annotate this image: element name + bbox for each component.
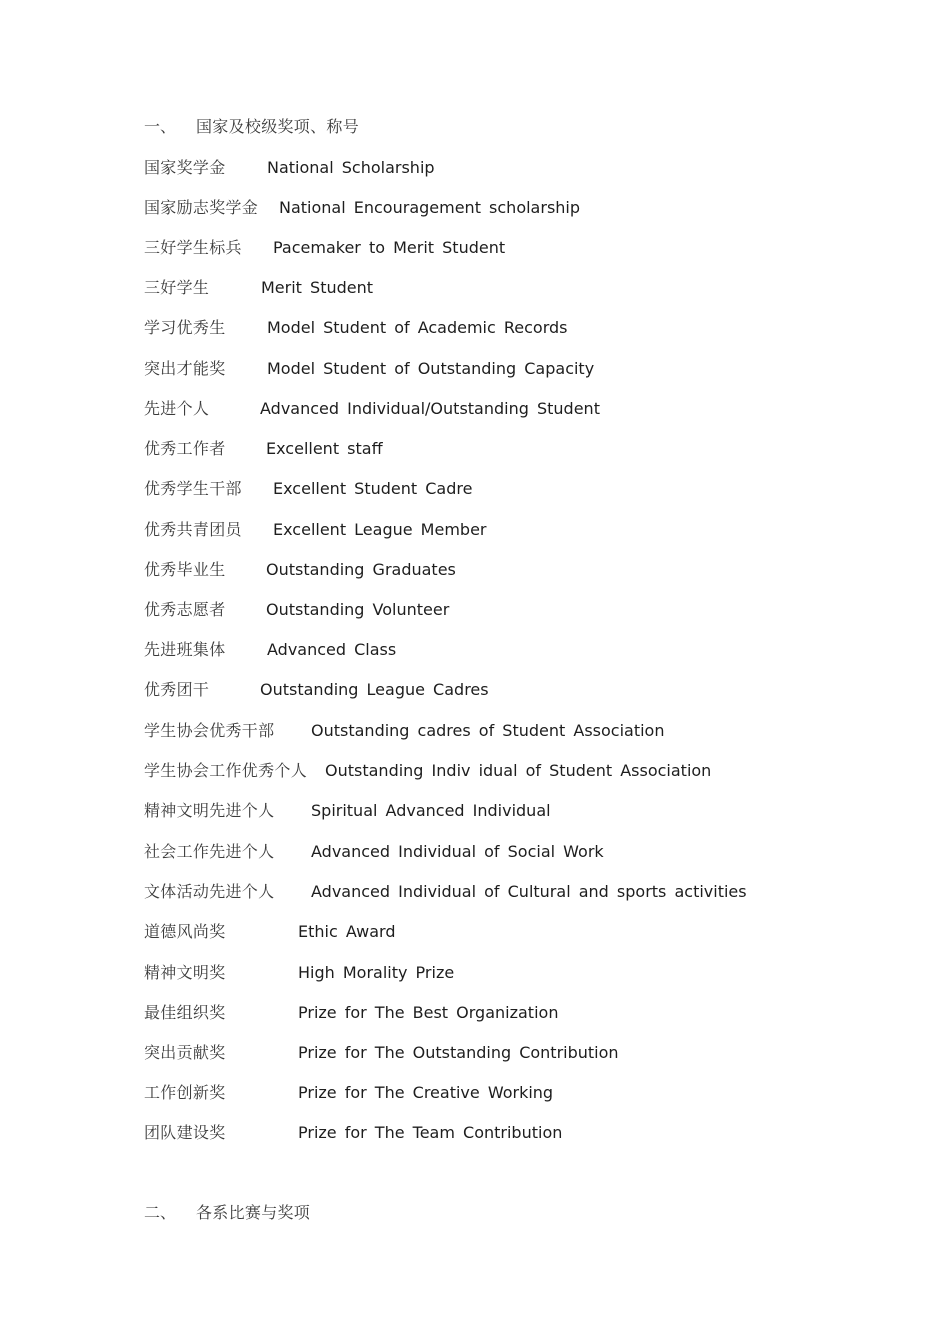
award-chinese-name: 三好学生 bbox=[144, 278, 210, 297]
award-chinese-name: 文体活动先进个人 bbox=[144, 882, 275, 901]
award-english-name: Merit Student bbox=[261, 278, 374, 297]
award-row bbox=[144, 155, 435, 181]
award-row bbox=[144, 839, 604, 865]
award-chinese-name: 突出才能奖 bbox=[144, 359, 226, 378]
award-row bbox=[144, 637, 397, 663]
award-english-name: Excellent League Member bbox=[273, 520, 487, 539]
award-row bbox=[144, 275, 374, 301]
award-english-name: Outstanding League Cadres bbox=[260, 680, 489, 699]
award-row bbox=[144, 436, 383, 462]
award-row bbox=[144, 517, 487, 543]
award-row bbox=[144, 1040, 619, 1066]
award-english-name: National Scholarship bbox=[267, 158, 435, 177]
award-english-name: Outstanding cadres of Student Association bbox=[311, 721, 665, 740]
award-chinese-name: 突出贡献奖 bbox=[144, 1043, 226, 1062]
award-chinese-name: 团队建设奖 bbox=[144, 1123, 226, 1142]
section-number: 二、 bbox=[144, 1203, 177, 1222]
award-english-name: Excellent Student Cadre bbox=[273, 479, 473, 498]
award-row bbox=[144, 396, 600, 422]
award-english-name: Outstanding Indiv idual of Student Association bbox=[325, 761, 712, 780]
award-chinese-name: 学生协会优秀干部 bbox=[144, 721, 275, 740]
award-english-name: Advanced Class bbox=[267, 640, 397, 659]
award-chinese-name: 国家奖学金 bbox=[144, 158, 226, 177]
award-chinese-name: 先进个人 bbox=[144, 399, 210, 418]
award-english-name: Spiritual Advanced Individual bbox=[311, 801, 551, 820]
award-row bbox=[144, 1000, 559, 1026]
award-english-name: Pacemaker to Merit Student bbox=[273, 238, 506, 257]
award-chinese-name: 优秀学生干部 bbox=[144, 479, 242, 498]
award-english-name: Prize for The Team Contribution bbox=[298, 1123, 563, 1142]
award-chinese-name: 三好学生标兵 bbox=[144, 238, 242, 257]
award-row bbox=[144, 476, 473, 502]
award-row bbox=[144, 758, 712, 784]
section-title: 各系比赛与奖项 bbox=[196, 1203, 311, 1222]
award-chinese-name: 优秀毕业生 bbox=[144, 560, 226, 579]
award-english-name: Model Student of Academic Records bbox=[267, 318, 568, 337]
award-english-name: High Morality Prize bbox=[298, 963, 455, 982]
award-chinese-name: 先进班集体 bbox=[144, 640, 226, 659]
award-english-name: Outstanding Volunteer bbox=[266, 600, 450, 619]
award-english-name: Outstanding Graduates bbox=[266, 560, 456, 579]
award-english-name: National Encouragement scholarship bbox=[279, 198, 581, 217]
award-row bbox=[144, 879, 747, 905]
award-row bbox=[144, 195, 581, 221]
award-chinese-name: 学习优秀生 bbox=[144, 318, 226, 337]
award-chinese-name: 道德风尚奖 bbox=[144, 922, 226, 941]
award-chinese-name: 优秀团干 bbox=[144, 680, 210, 699]
award-chinese-name: 最佳组织奖 bbox=[144, 1003, 226, 1022]
award-english-name: Ethic Award bbox=[298, 922, 396, 941]
award-chinese-name: 精神文明奖 bbox=[144, 963, 226, 982]
award-row bbox=[144, 1080, 554, 1106]
section-heading-1 bbox=[144, 114, 360, 140]
award-row bbox=[144, 356, 595, 382]
section-title: 国家及校级奖项、称号 bbox=[196, 117, 360, 136]
award-row bbox=[144, 798, 551, 824]
award-english-name: Prize for The Creative Working bbox=[298, 1083, 554, 1102]
award-english-name: Prize for The Best Organization bbox=[298, 1003, 559, 1022]
award-chinese-name: 优秀工作者 bbox=[144, 439, 226, 458]
award-row bbox=[144, 315, 568, 341]
award-chinese-name: 工作创新奖 bbox=[144, 1083, 226, 1102]
award-row bbox=[144, 677, 489, 703]
award-row bbox=[144, 1120, 563, 1146]
award-row bbox=[144, 718, 665, 744]
award-row bbox=[144, 235, 506, 261]
award-english-name: Advanced Individual of Cultural and sports activities bbox=[311, 882, 747, 901]
award-english-name: Advanced Individual of Social Work bbox=[311, 842, 604, 861]
section-heading-2 bbox=[144, 1200, 311, 1226]
award-row bbox=[144, 557, 456, 583]
award-english-name: Advanced Individual/Outstanding Student bbox=[260, 399, 600, 418]
award-row bbox=[144, 597, 450, 623]
award-english-name: Prize for The Outstanding Contribution bbox=[298, 1043, 619, 1062]
award-chinese-name: 社会工作先进个人 bbox=[144, 842, 275, 861]
award-chinese-name: 学生协会工作优秀个人 bbox=[144, 761, 308, 780]
award-chinese-name: 国家励志奖学金 bbox=[144, 198, 259, 217]
award-english-name: Model Student of Outstanding Capacity bbox=[267, 359, 595, 378]
award-english-name: Excellent staff bbox=[266, 439, 383, 458]
award-row bbox=[144, 960, 455, 986]
section-number: 一、 bbox=[144, 117, 177, 136]
award-chinese-name: 优秀共青团员 bbox=[144, 520, 242, 539]
award-chinese-name: 精神文明先进个人 bbox=[144, 801, 275, 820]
award-chinese-name: 优秀志愿者 bbox=[144, 600, 226, 619]
award-row bbox=[144, 919, 396, 945]
